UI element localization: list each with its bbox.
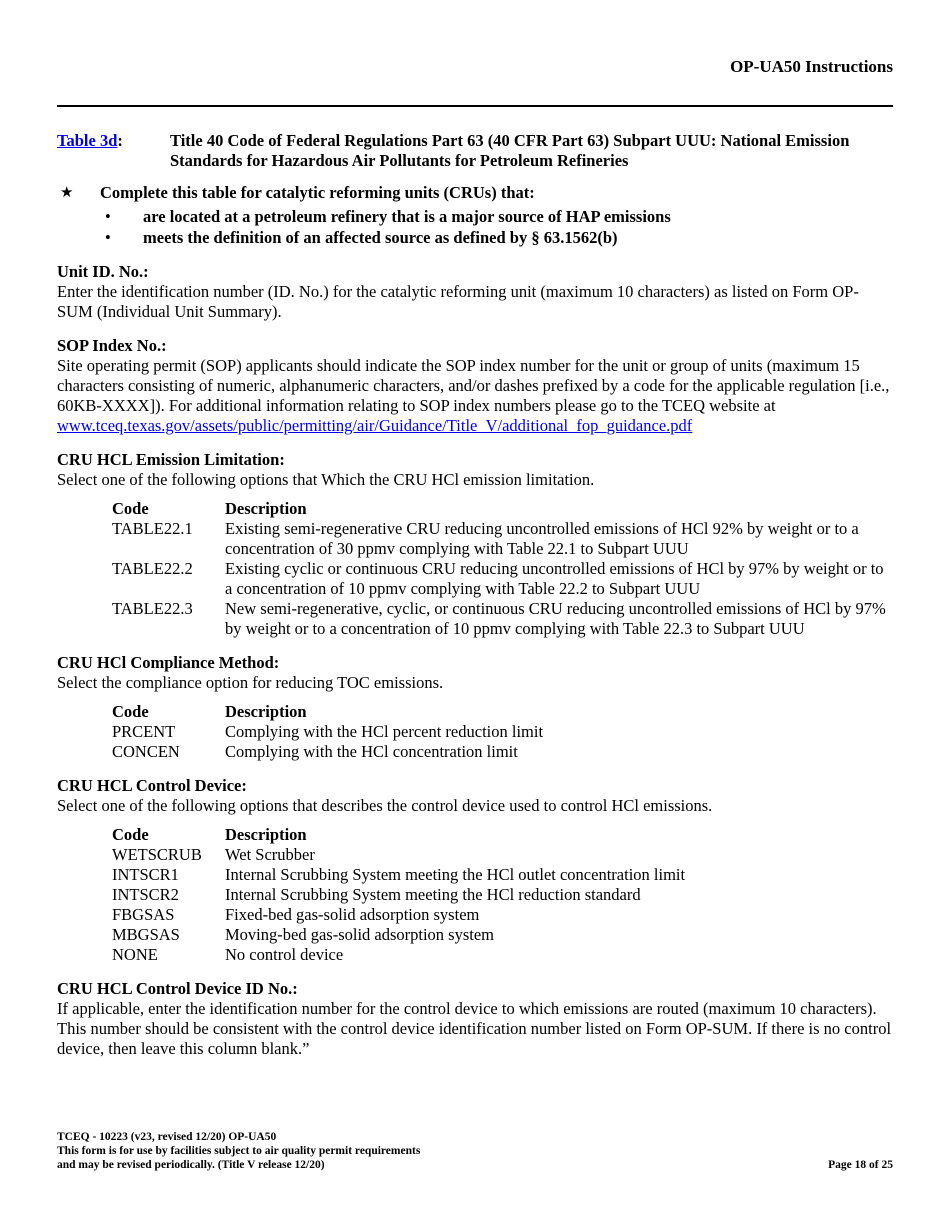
code-table (112, 825, 893, 965)
description-cell: Complying with the HCl percent reduction limit (225, 722, 544, 741)
section-heading: CRU HCL Control Device: (57, 776, 247, 795)
footer-form-id: TCEQ - 10223 (v23, revised 12/20) OP-UA50 (57, 1131, 277, 1143)
tceq-guidance-link[interactable]: www.tceq.texas.gov/assets/public/permitting/air/Guidance/Title_V/additional_fop_guidance.pdf (57, 416, 693, 435)
description-cell: Existing semi-regenerative CRU reducing uncontrolled emissions of HCl 92% by weight or to a concentration of 30 ppmv complying with Table 22.1 to Subpart UUU (225, 519, 859, 558)
description-cell: Fixed-bed gas-solid adsorption system (225, 905, 480, 924)
table-row (112, 722, 893, 742)
code-cell: TABLE22.1 (112, 519, 193, 538)
section-heading: CRU HCL Emission Limitation: (57, 450, 285, 469)
section-sop-index (57, 336, 893, 436)
table3d-link[interactable]: Table 3d (57, 131, 118, 150)
description-cell: Internal Scrubbing System meeting the HCl outlet concentration limit (225, 865, 686, 884)
page-number: Page 18 of 25 (828, 1159, 893, 1171)
doc-title: OP-UA50 Instructions (730, 57, 893, 76)
code-cell: INTSCR1 (112, 865, 179, 884)
bullet-icon: • (105, 228, 111, 247)
page-footer (57, 1130, 893, 1172)
description-column-header: Description (225, 825, 307, 844)
header-rule (57, 105, 893, 107)
section-control-device-id (57, 979, 893, 1059)
section-body: If applicable, enter the identification number for the control device to which emissions are routed (maximum 10 characters). This number should be consistent with the control device identification number listed on Form OP-SUM. If there is no control device, then leave this column blank.” (57, 999, 892, 1058)
section-body: Select one of the following options that Which the CRU HCl emission limitation. (57, 470, 595, 489)
table-row (112, 559, 893, 599)
code-cell: WETSCRUB (112, 845, 202, 864)
section-body (57, 356, 893, 436)
section-heading: CRU HCl Compliance Method: (57, 653, 280, 672)
code-cell: PRCENT (112, 722, 176, 741)
code-cell: FBGSAS (112, 905, 175, 924)
code-cell: NONE (112, 945, 158, 964)
table3d-title: Title 40 Code of Federal Regulations Part 63 (40 CFR Part 63) Subpart UUU: National Emission Standards for Hazardous Air Pollutants for Petroleum Refineries (170, 131, 850, 170)
code-column-header: Code (112, 702, 149, 721)
footer-note-line1: This form is for use by facilities subject to air quality permit requirements (57, 1145, 421, 1157)
description-cell: New semi-regenerative, cyclic, or continuous CRU reducing uncontrolled emissions of HCl by 97% by weight or to a concentration of 10 ppmv complying with Table 22.3 to Subpart UUU (225, 599, 886, 638)
description-cell: Complying with the HCl concentration limit (225, 742, 518, 761)
doc-header (57, 57, 893, 77)
footer-note-line2 (57, 1158, 893, 1172)
description-cell: Wet Scrubber (225, 845, 315, 864)
code-column-header: Code (112, 499, 149, 518)
code-table-header (112, 702, 893, 722)
table-row (112, 865, 893, 885)
section-control-device (57, 776, 893, 965)
description-cell: No control device (225, 945, 344, 964)
star-icon: ★ (60, 185, 74, 201)
table-row (112, 905, 893, 925)
code-table (112, 702, 893, 762)
table-row (112, 885, 893, 905)
code-table (112, 499, 893, 639)
table3d-heading (57, 131, 893, 171)
table-row (112, 742, 893, 762)
table-row (112, 925, 893, 945)
section-heading: SOP Index No.: (57, 336, 167, 355)
code-column-header: Code (112, 825, 149, 844)
section-body: Select one of the following options that describes the control device used to control HCl emissions. (57, 796, 713, 815)
instruction-bullet (57, 207, 893, 227)
bullet-text: meets the definition of an affected source as defined by § 63.1562(b) (143, 228, 618, 247)
table-row (112, 845, 893, 865)
table-row (112, 599, 893, 639)
instructions-lead-line (57, 183, 893, 203)
section-unit-id (57, 262, 893, 322)
table-row (112, 945, 893, 965)
code-table-header (112, 499, 893, 519)
code-cell: TABLE22.2 (112, 559, 193, 578)
section-heading: Unit ID. No.: (57, 262, 149, 281)
section-heading: CRU HCL Control Device ID No.: (57, 979, 298, 998)
instructions-lead-text: Complete this table for catalytic reforming units (CRUs) that: (100, 183, 535, 202)
section-body: Select the compliance option for reducing TOC emissions. (57, 673, 444, 692)
sop-body-text: Site operating permit (SOP) applicants should indicate the SOP index number for the unit or group of units (maximum 15 characters consisting of numeric, alphanumeric characters, and/or dashes prefixed by a code for the applicable regulation [i.e., 60KB-XXXX]). For additional information relating to SOP index numbers please go to the TCEQ website at (57, 356, 890, 415)
section-body: Enter the identification number (ID. No.) for the catalytic reforming unit (maximum 10 characters) as listed on Form OP-SUM (Individual Unit Summary). (57, 282, 859, 321)
table3d-label (57, 131, 170, 171)
section-emission-limitation (57, 450, 893, 639)
description-column-header: Description (225, 499, 307, 518)
section-compliance-method (57, 653, 893, 762)
table-row (112, 519, 893, 559)
code-cell: CONCEN (112, 742, 180, 761)
code-cell: TABLE22.3 (112, 599, 193, 618)
code-cell: INTSCR2 (112, 885, 179, 904)
instruction-bullet (57, 228, 893, 248)
footer-note-text: and may be revised periodically. (Title V release 12/20) (57, 1159, 325, 1171)
code-cell: MBGSAS (112, 925, 180, 944)
bullet-icon: • (105, 207, 111, 226)
table3d-colon: : (117, 131, 123, 150)
description-column-header: Description (225, 702, 307, 721)
description-cell: Internal Scrubbing System meeting the HCl reduction standard (225, 885, 641, 904)
description-cell: Moving-bed gas-solid adsorption system (225, 925, 495, 944)
code-table-header (112, 825, 893, 845)
bullet-text: are located at a petroleum refinery that is a major source of HAP emissions (143, 207, 671, 226)
description-cell: Existing cyclic or continuous CRU reducing uncontrolled emissions of HCl by 97% by weight or to a concentration of 10 ppmv complying with Table 22.2 to Subpart UUU (225, 559, 884, 598)
